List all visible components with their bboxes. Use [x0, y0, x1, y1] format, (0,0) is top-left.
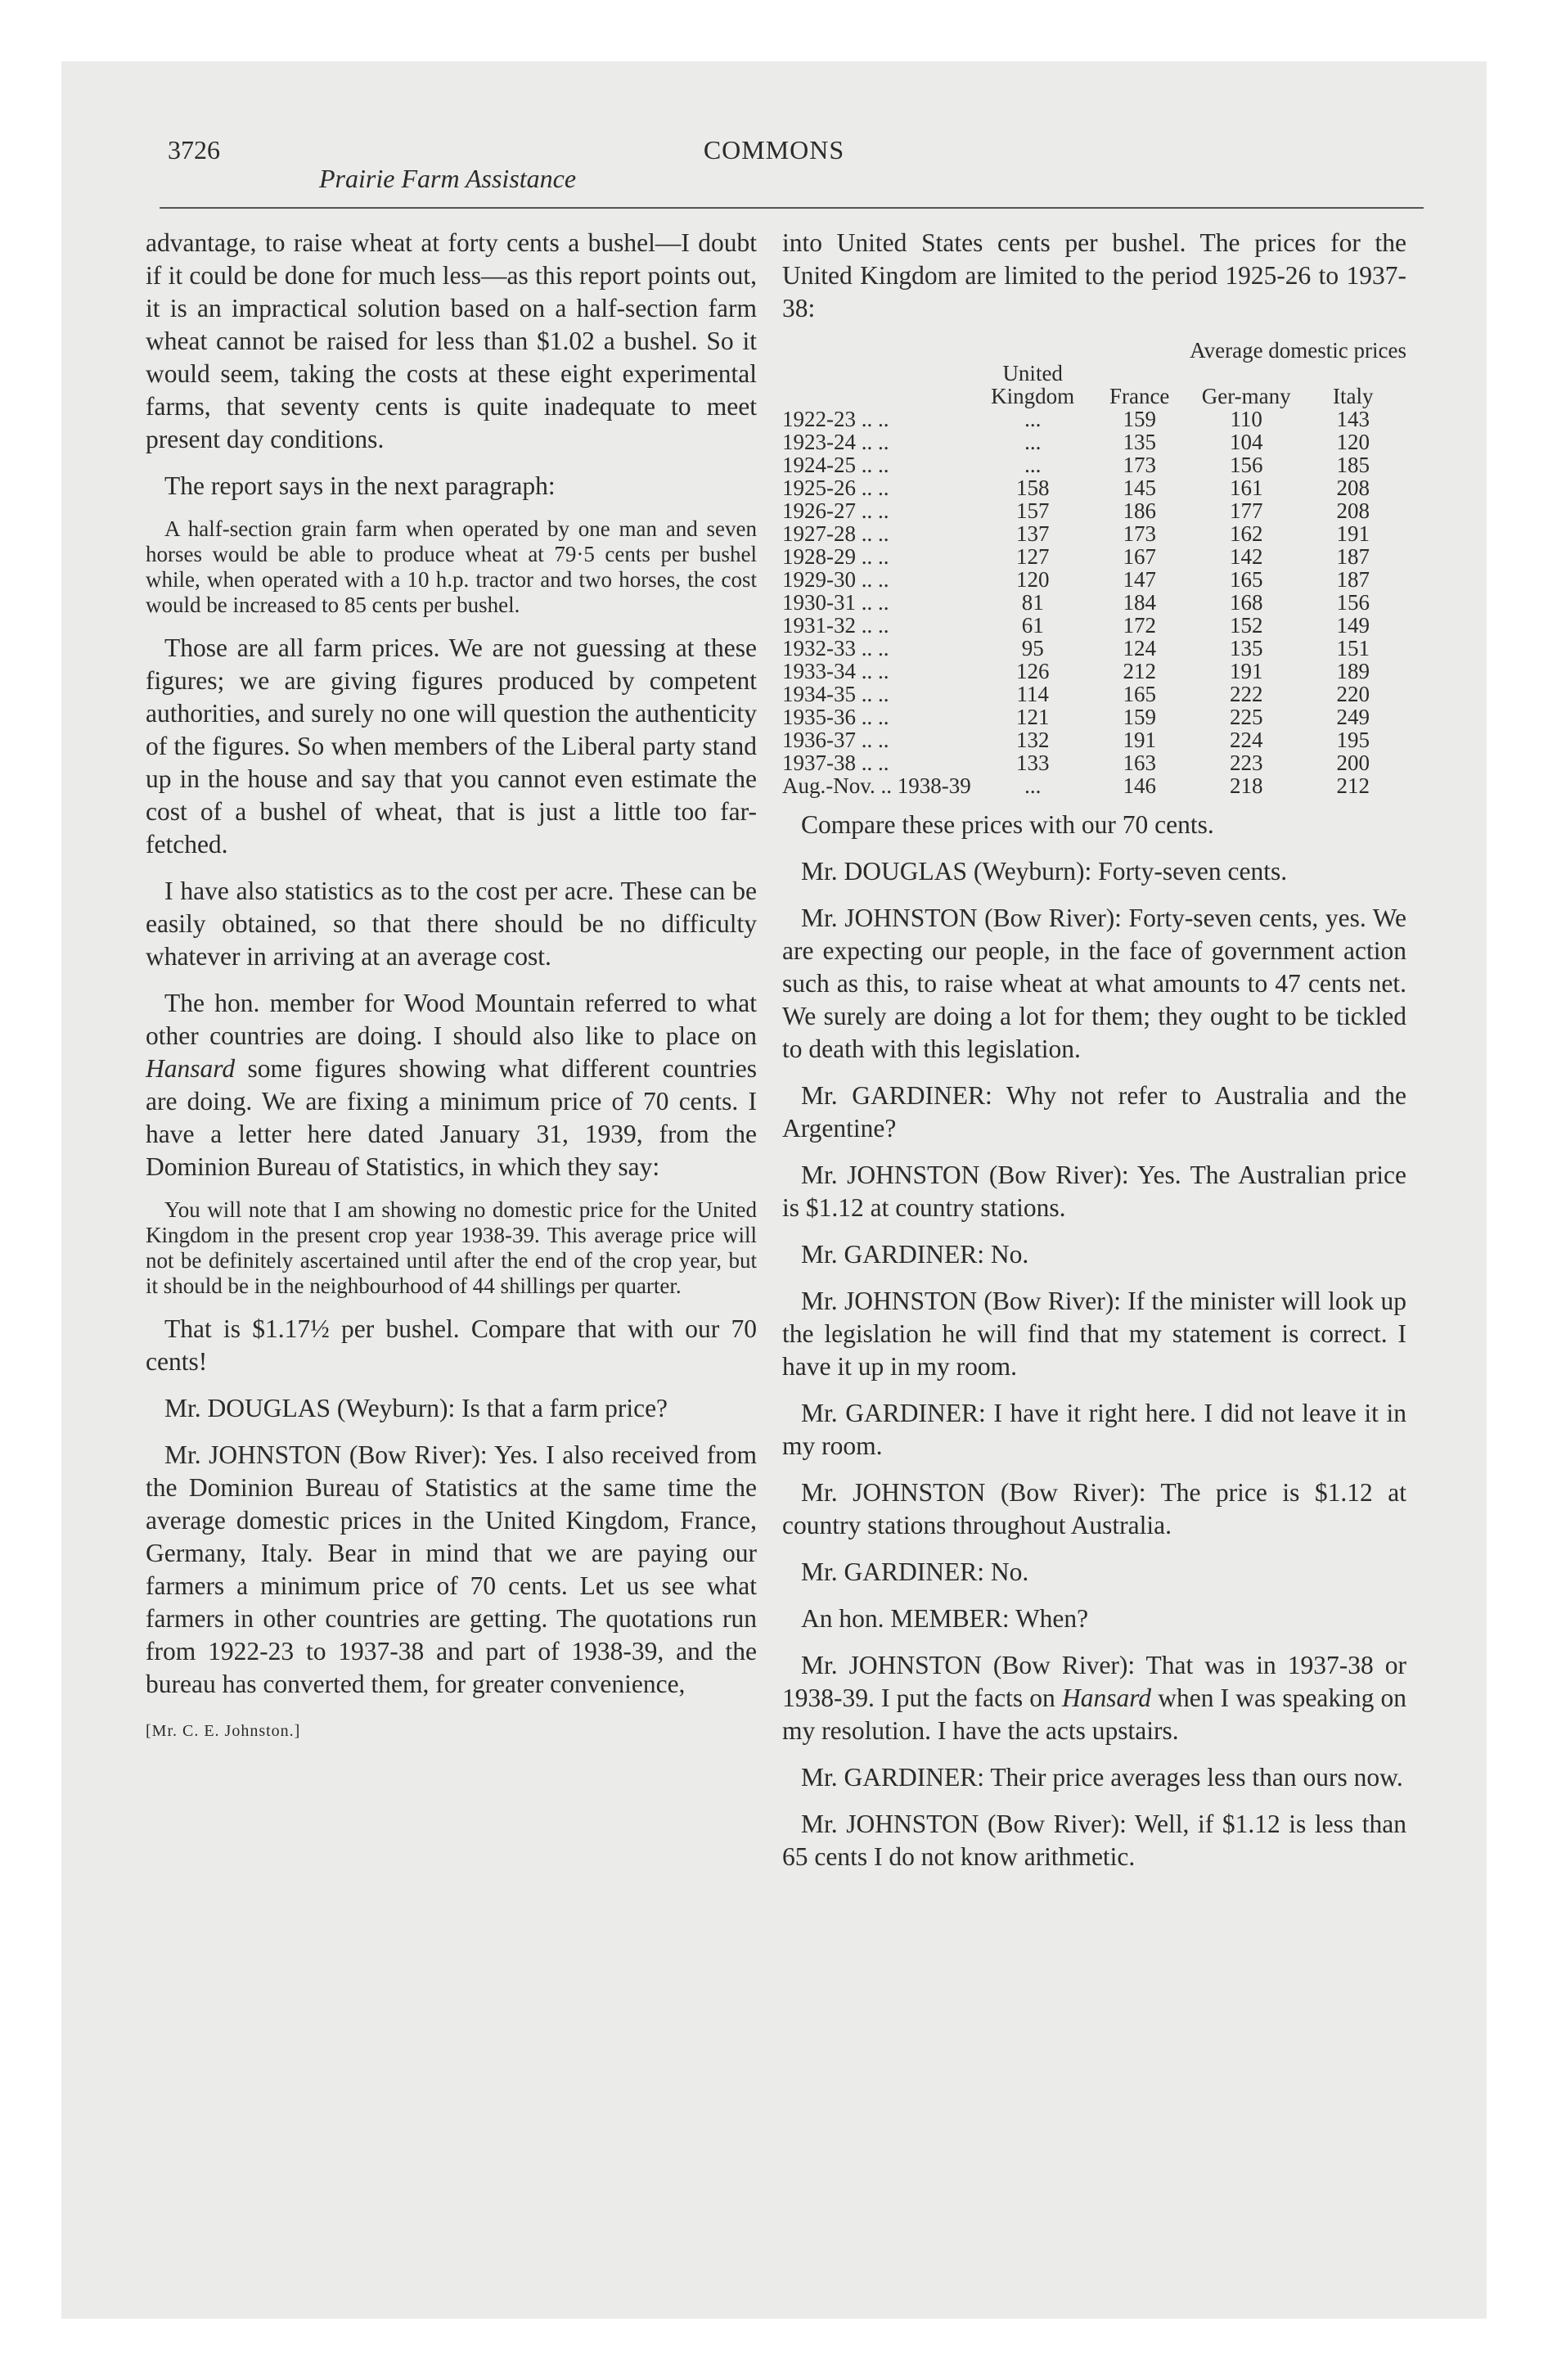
table-cell-italy: 195	[1336, 728, 1370, 752]
table-cell-uk: 133	[1015, 751, 1050, 775]
table-header: Italy	[1332, 384, 1374, 408]
table-cell-germany: 191	[1229, 659, 1263, 683]
table-cell-uk: 95	[1021, 636, 1044, 660]
paragraph	[146, 987, 757, 1183]
table-cell-year: 1937-38 .. ..	[782, 751, 889, 775]
table-cell-germany: 177	[1229, 498, 1263, 523]
table-cell-france: 146	[1123, 773, 1156, 798]
table-cell-uk: 158	[1015, 476, 1050, 500]
document-page	[61, 61, 1487, 2319]
paragraph: advantage, to raise wheat at forty cents a bushel—I doubt if it could be done for much less—as this report points out, it is an impractical solution based on a half-section farm wheat cannot be raised for less than $1.02 a bushel. So it would seem, taking the costs at these eight experimental farms, that seventy cents is quite inadequate to meet present day conditions.	[146, 228, 757, 453]
table-cell-france: 186	[1123, 498, 1156, 523]
table-cell-uk: 121	[1015, 705, 1050, 729]
table-cell-year: 1932-33 .. ..	[782, 636, 889, 660]
table-cell-germany: 223	[1229, 751, 1263, 775]
table-cell-germany: 104	[1229, 430, 1263, 454]
table-cell-france: 184	[1123, 590, 1156, 615]
paragraph: Those are all farm prices. We are not guessing at these figures; we are giving figures produced by competent authorities, and surely no one will question the authenticity of the figures. So when members of the Liberal party stand up in the house and say that you cannot even estimate the cost of a bushel of wheat, that is just a little too far-fetched.	[146, 633, 757, 859]
table-header: France	[1109, 384, 1170, 408]
table-cell-france: 212	[1123, 659, 1156, 683]
table-cell-uk: 120	[1015, 567, 1050, 592]
table-cell-italy: 189	[1336, 659, 1370, 683]
table-cell-year: Aug.-Nov. .. 1938-39	[782, 773, 971, 798]
table-cell-germany: 225	[1229, 705, 1263, 729]
table-cell-germany: 222	[1229, 682, 1263, 706]
table-cell-germany: 152	[1229, 613, 1263, 638]
table-cell-uk: ...	[1024, 430, 1042, 454]
table-row	[782, 660, 1406, 683]
speaker-paragraph: Mr. JOHNSTON (Bow River): Forty-seven cents, yes. We are expecting our people, in the face of government action such as this, to raise wheat at what amounts to 47 cents net. We surely are doing a lot for them; they ought to be tickled to death with this legislation.	[782, 904, 1406, 1063]
table-cell-italy: 187	[1336, 544, 1370, 569]
table-row	[782, 453, 1406, 476]
italic-text: Hansard	[146, 1054, 236, 1083]
table-cell-uk: ...	[1024, 773, 1042, 798]
block-quote: A half-section grain farm when operated by one man and seven horses would be able to produce wheat at 79·5 cents per bushel while, when operated with a 10 h.p. tractor and two horses, the cost would be increased to 85 cents per bushel.	[146, 516, 757, 617]
table-cell-france: 173	[1123, 453, 1156, 477]
price-table	[782, 339, 1406, 797]
table-cell-france: 145	[1123, 476, 1156, 500]
table-row	[782, 499, 1406, 522]
table-cell-france: 163	[1123, 751, 1156, 775]
table-cell-germany: 161	[1229, 476, 1263, 500]
right-column	[782, 227, 1406, 1887]
table-row	[782, 522, 1406, 545]
table-row	[782, 408, 1406, 430]
text-run: some figures showing what different countries are doing. We are fixing a minimum price of 70 cents. I have a letter here dated January 31, 1939, from the Dominion Bureau of Statistics, in which they say:	[146, 1054, 757, 1181]
speaker-attribution: [Mr. C. E. Johnston.]	[146, 1722, 301, 1740]
table-body	[782, 408, 1406, 797]
table-cell-year: 1936-37 .. ..	[782, 728, 889, 752]
table-cell-germany: 162	[1229, 521, 1263, 546]
speaker-paragraph: Mr. JOHNSTON (Bow River): Well, if $1.12 is less than 65 cents I do not know arithmetic.	[782, 1810, 1406, 1871]
speaker-paragraph: Mr. JOHNSTON (Bow River): If the minister will look up the legislation he will find that my statement is correct. I have it up in my room.	[782, 1287, 1406, 1381]
table-cell-italy: 156	[1336, 590, 1370, 615]
table-cell-italy: 208	[1336, 476, 1370, 500]
table-cell-year: 1929-30 .. ..	[782, 567, 889, 592]
table-cell-year: 1922-23 .. ..	[782, 407, 889, 431]
speaker-paragraph: Mr. JOHNSTON (Bow River): The price is $1.12 at country stations throughout Australia.	[782, 1478, 1406, 1539]
table-cell-italy: 187	[1336, 567, 1370, 592]
table-cell-germany: 224	[1229, 728, 1263, 752]
speaker-paragraph	[782, 1649, 1406, 1747]
table-cell-year: 1931-32 .. ..	[782, 613, 889, 638]
table-cell-france: 172	[1123, 613, 1156, 638]
table-cell-uk: 61	[1021, 613, 1044, 638]
table-row	[782, 637, 1406, 660]
speaker-paragraph: Mr. GARDINER: I have it right here. I did not leave it in my room.	[782, 1399, 1406, 1460]
page-header	[61, 61, 1487, 225]
table-cell-italy: 212	[1336, 773, 1370, 798]
paragraph: into United States cents per bushel. The prices for the United Kingdom are limited to the period 1925-26 to 1937-38:	[782, 228, 1406, 322]
table-cell-uk: 81	[1021, 590, 1044, 615]
paragraph: I have also statistics as to the cost per acre. These can be easily obtained, so that there should be no difficulty whatever in arriving at an average cost.	[146, 877, 757, 971]
table-cell-italy: 143	[1336, 407, 1370, 431]
running-title: COMMONS	[703, 135, 845, 165]
speaker-paragraph: Mr. GARDINER: No.	[801, 1240, 1029, 1269]
table-cell-italy: 191	[1336, 521, 1370, 546]
table-cell-uk: ...	[1024, 453, 1042, 477]
table-row	[782, 568, 1406, 591]
table-cell-year: 1925-26 .. ..	[782, 476, 889, 500]
text-run: when I was speaking on my resolution. I have the acts upstairs.	[782, 1684, 1406, 1745]
table-row	[782, 728, 1406, 751]
table-cell-italy: 220	[1336, 682, 1370, 706]
table-cell-uk: 127	[1015, 544, 1050, 569]
running-subtitle: Prairie Farm Assistance	[319, 164, 577, 193]
table-cell-year: 1926-27 .. ..	[782, 498, 889, 523]
table-cell-italy: 208	[1336, 498, 1370, 523]
table-cell-italy: 200	[1336, 751, 1370, 775]
table-cell-france: 147	[1123, 567, 1156, 592]
page-number: 3726	[168, 135, 220, 165]
table-cell-year: 1928-29 .. ..	[782, 544, 889, 569]
table-cell-france: 165	[1123, 682, 1156, 706]
table-cell-france: 124	[1123, 636, 1156, 660]
speaker-paragraph: Mr. JOHNSTON (Bow River): Yes. I also received from the Dominion Bureau of Statistics at the same time the average domestic prices in the United Kingdom, France, Germany, Italy. Bear in mind that we are paying our farmers a minimum price of 70 cents. Let us see what farmers in other countries are getting. The quotations run from 1922-23 to 1937-38 and part of 1938-39, and the bureau has converted them, for greater convenience,	[146, 1440, 757, 1698]
paragraph: That is $1.17½ per bushel. Compare that with our 70 cents!	[146, 1314, 757, 1376]
paragraph: Compare these prices with our 70 cents.	[801, 810, 1214, 839]
table-cell-italy: 185	[1336, 453, 1370, 477]
speaker-paragraph: Mr. GARDINER: Why not refer to Australia and the Argentine?	[782, 1081, 1406, 1143]
text-run: The hon. member for Wood Mountain referred to what other countries are doing. I should also like to place on	[146, 989, 757, 1050]
table-cell-france: 191	[1123, 728, 1156, 752]
table-header: Ger-many	[1201, 384, 1291, 408]
table-caption: Average domestic prices	[1190, 338, 1406, 363]
table-cell-germany: 156	[1229, 453, 1263, 477]
table-cell-italy: 149	[1336, 613, 1370, 638]
paragraph: The report says in the next paragraph:	[164, 471, 556, 500]
table-cell-germany: 218	[1229, 773, 1263, 798]
table-cell-italy: 120	[1336, 430, 1370, 454]
table-cell-uk: ...	[1024, 407, 1042, 431]
table-cell-italy: 151	[1336, 636, 1370, 660]
table-row	[782, 774, 1406, 797]
table-cell-uk: 132	[1015, 728, 1050, 752]
table-cell-year: 1933-34 .. ..	[782, 659, 889, 683]
table-cell-italy: 249	[1336, 705, 1370, 729]
table-row	[782, 751, 1406, 774]
table-cell-germany: 168	[1229, 590, 1263, 615]
speaker-paragraph: An hon. MEMBER: When?	[801, 1604, 1089, 1633]
table-cell-year: 1930-31 .. ..	[782, 590, 889, 615]
table-cell-france: 173	[1123, 521, 1156, 546]
speaker-paragraph: Mr. DOUGLAS (Weyburn): Is that a farm price?	[164, 1394, 668, 1422]
table-row	[782, 683, 1406, 705]
table-cell-france: 167	[1123, 544, 1156, 569]
table-cell-france: 159	[1123, 705, 1156, 729]
block-quote: You will note that I am showing no domestic price for the United Kingdom in the present crop year 1938-39. This average price will not be definitely ascertained until after the end of the crop year, but it should be in the neighbourhood of 44 shillings per quarter.	[146, 1197, 757, 1298]
table-row	[782, 476, 1406, 499]
speaker-paragraph: Mr. JOHNSTON (Bow River): Yes. The Australian price is $1.12 at country stations.	[782, 1161, 1406, 1222]
table-cell-year: 1935-36 .. ..	[782, 705, 889, 729]
speaker-paragraph: Mr. GARDINER: Their price averages less than ours now.	[801, 1763, 1403, 1792]
table-row	[782, 430, 1406, 453]
table-cell-uk: 126	[1015, 659, 1050, 683]
table-cell-year: 1934-35 .. ..	[782, 682, 889, 706]
table-row	[782, 545, 1406, 568]
table-row	[782, 614, 1406, 637]
table-cell-germany: 135	[1229, 636, 1263, 660]
table-header-blank	[782, 362, 979, 408]
table-cell-france: 135	[1123, 430, 1156, 454]
table-cell-germany: 142	[1229, 544, 1263, 569]
table-cell-germany: 110	[1230, 407, 1262, 431]
text-run: Mr. JOHNSTON (Bow River): That was in 1937-38 or 1938-39. I put the facts on	[782, 1651, 1406, 1712]
table-cell-uk: 137	[1015, 521, 1050, 546]
table-row	[782, 705, 1406, 728]
table-cell-uk: 114	[1016, 682, 1049, 706]
table-cell-uk: 157	[1015, 498, 1050, 523]
speaker-paragraph: Mr. GARDINER: No.	[801, 1557, 1029, 1586]
italic-text: Hansard	[1061, 1684, 1152, 1712]
speaker-paragraph: Mr. DOUGLAS (Weyburn): Forty-seven cents.	[801, 857, 1288, 886]
table-cell-year: 1924-25 .. ..	[782, 453, 889, 477]
table-header: United Kingdom	[991, 361, 1075, 408]
table-cell-year: 1927-28 .. ..	[782, 521, 889, 546]
table-row	[782, 591, 1406, 614]
table-cell-germany: 165	[1229, 567, 1263, 592]
table-cell-france: 159	[1123, 407, 1156, 431]
left-column	[146, 227, 757, 1747]
header-rule	[160, 207, 1424, 209]
table-cell-year: 1923-24 .. ..	[782, 430, 889, 454]
